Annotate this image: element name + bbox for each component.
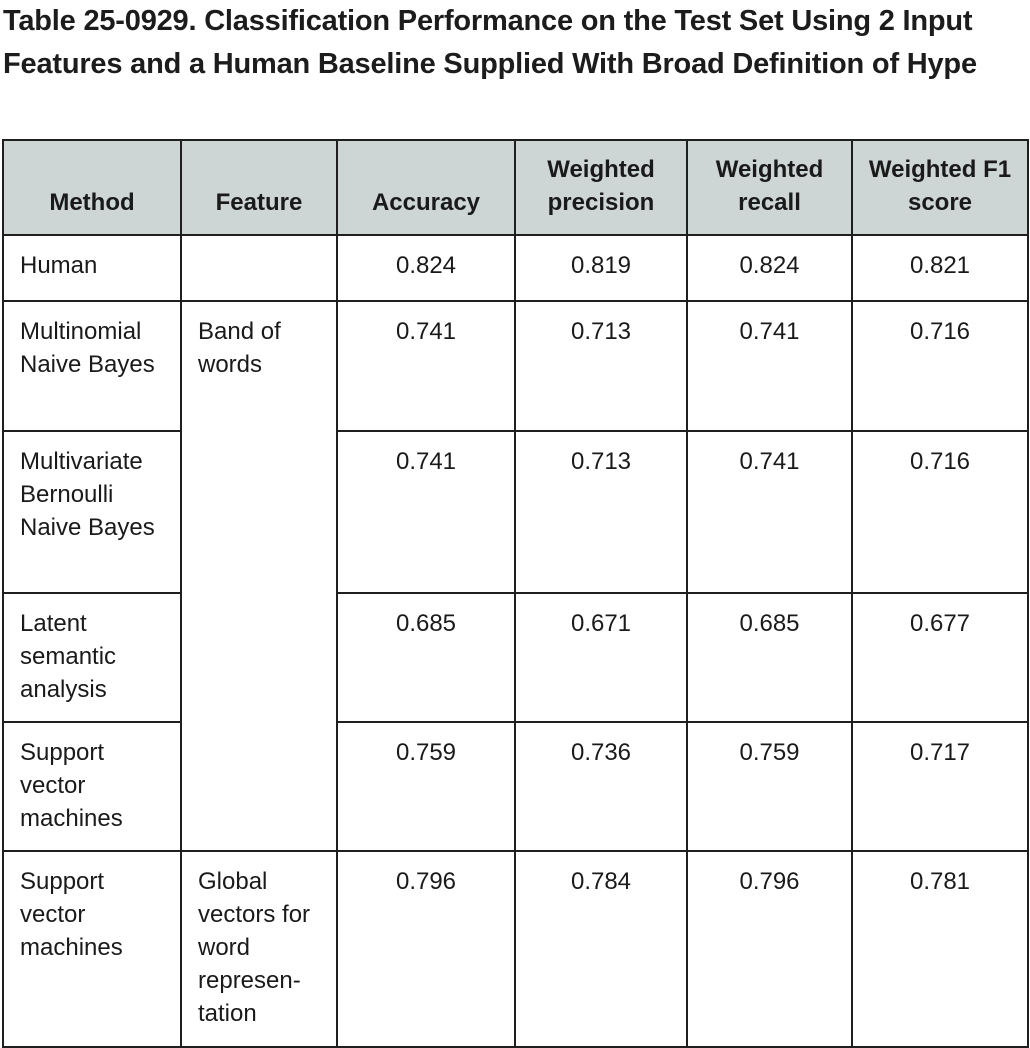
header-weighted-recall: Weighted recall [687,140,852,235]
method-cell: Support vector machines [3,722,181,851]
header-row [3,140,1028,235]
accuracy-cell: 0.759 [337,722,515,851]
method-cell: Latent semantic analysis [3,593,181,722]
f1-cell: 0.781 [852,851,1028,1047]
f1-cell: 0.716 [852,301,1028,431]
recall-cell: 0.824 [687,235,852,301]
precision-cell: 0.784 [515,851,687,1047]
header-feature: Feature [181,140,337,235]
table-row [3,593,1028,722]
f1-cell: 0.821 [852,235,1028,301]
table-row [3,235,1028,301]
table-row [3,722,1028,851]
feature-cell: Band of words [181,301,337,851]
accuracy-cell: 0.685 [337,593,515,722]
header-weighted-precision: Weighted precision [515,140,687,235]
recall-cell: 0.741 [687,431,852,593]
recall-cell: 0.796 [687,851,852,1047]
method-cell: Multivariate Bernoulli Naive Bayes [3,431,181,593]
method-cell: Support vector machines [3,851,181,1047]
feature-cell [181,235,337,301]
precision-cell: 0.713 [515,301,687,431]
accuracy-cell: 0.824 [337,235,515,301]
recall-cell: 0.741 [687,301,852,431]
table-row [3,431,1028,593]
header-weighted-f1-score: Weighted F1 score [852,140,1028,235]
table-caption: Table 25-0929. Classification Performance on the Test Set Using 2 Input Features and a Human Baseline Supplied With Broad Definition of Hype [3,5,977,80]
header-method: Method [3,140,181,235]
accuracy-cell: 0.741 [337,431,515,593]
method-cell: Multinomial Naive Bayes [3,301,181,431]
table-row [3,301,1028,431]
accuracy-cell: 0.796 [337,851,515,1047]
accuracy-cell: 0.741 [337,301,515,431]
table-row [3,851,1028,1047]
classification-performance-table [2,139,1029,1048]
table-body [3,235,1028,1047]
precision-cell: 0.736 [515,722,687,851]
f1-cell: 0.677 [852,593,1028,722]
recall-cell: 0.759 [687,722,852,851]
f1-cell: 0.717 [852,722,1028,851]
precision-cell: 0.671 [515,593,687,722]
feature-cell: Global vectors for word represen-tation [181,851,337,1047]
precision-cell: 0.819 [515,235,687,301]
table-header [3,140,1028,235]
precision-cell: 0.713 [515,431,687,593]
method-cell: Human [3,235,181,301]
f1-cell: 0.716 [852,431,1028,593]
header-accuracy: Accuracy [337,140,515,235]
recall-cell: 0.685 [687,593,852,722]
